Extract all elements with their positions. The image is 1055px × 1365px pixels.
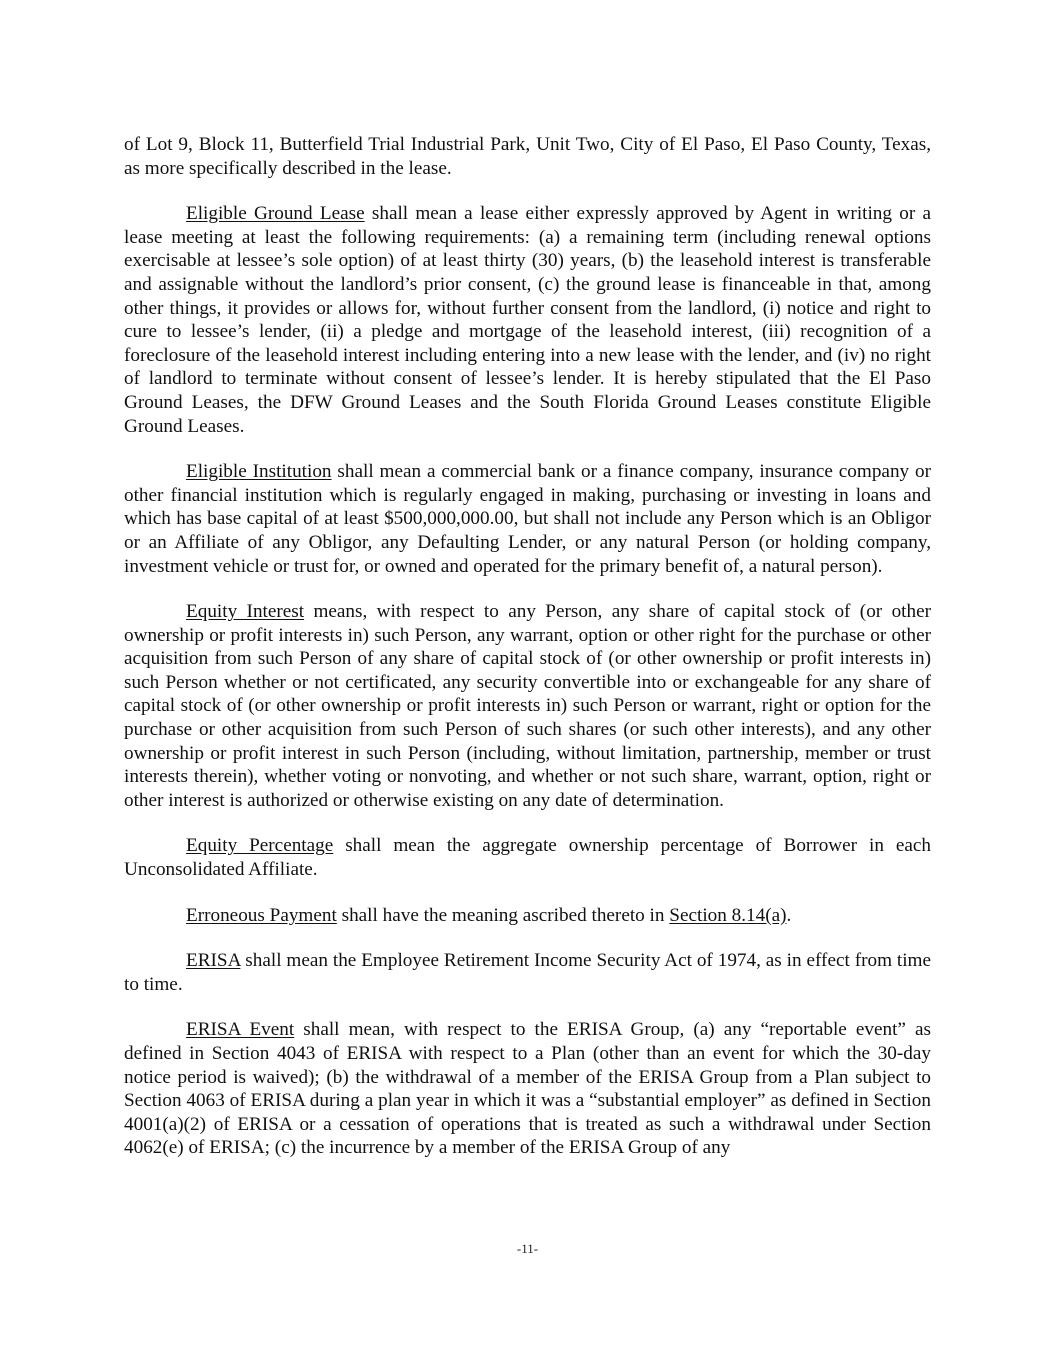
defined-term: Erroneous Payment [186, 904, 337, 926]
page-number: -11- [516, 1241, 539, 1256]
definition-text-end: . [786, 904, 792, 926]
definition-erroneous-payment [124, 904, 931, 928]
definition-text: shall mean, with respect to the ERISA Group, (a) any “reportable event” as defined in Section 4043 of ERISA with respect to a Plan (other than an event for which the 30-day notice period is waived); (b) the withdrawal of a member of the ERISA Group from a Plan subject to Section 4063 of ERISA during a plan year in which it was a “substantial employer” as defined in Section 4001(a)(2) of ERISA or a cessation of operations that is treated as such a withdrawal under Section 4062(e) of ERISA; (c) the incurrence by a member of the ERISA Group of any [124, 1019, 931, 1159]
defined-term: ERISA [186, 950, 241, 972]
defined-term: Equity Percentage [186, 835, 334, 857]
definition-text: means, with respect to any Person, any share of capital stock of (or other ownership or profit interests in) such Person, any warrant, option or other right for the purchase or other acquisition from such Person of any share of capital stock of (or other ownership or profit interests in) such Person whether or not certificated, any security convertible into or exchangeable for any share of capital stock of (or other ownership or profit interests in) such Person or warrant, right or option for the purchase or other acquisition from such Person of such shares (or such other interests), and any other ownership or profit interest in such Person (including, without limitation, partnership, member or trust interests therein), whether voting or nonvoting, and whether or not such share, warrant, option, right or other interest is authorized or otherwise existing on any date of determination. [124, 601, 931, 811]
definition-text: shall mean the aggregate ownership percentage of Borrower in each Unconsolidated Affiliate. [124, 835, 931, 881]
definition-eligible-institution [124, 460, 931, 578]
definition-equity-percentage [124, 834, 931, 881]
defined-term: Eligible Ground Lease [186, 203, 365, 225]
definition-text: shall mean a commercial bank or a finance company, insurance company or other financial institution which is regularly engaged in making, purchasing or investing in loans and which has base capital of at least $500,000,000.00, but shall not include any Person which is an Obligor or an Affiliate of any Obligor, any Defaulting Lender, or any natural Person (or holding company, investment vehicle or trust for, or owned and operated for the primary benefit of, a natural person). [124, 461, 931, 577]
definition-equity-interest [124, 600, 931, 812]
defined-term: Eligible Institution [186, 461, 332, 483]
document-page [124, 133, 931, 1182]
definition-erisa [124, 949, 931, 996]
defined-term: ERISA Event [186, 1019, 295, 1041]
definition-text: shall mean the Employee Retirement Income Security Act of 1974, as in effect from time to time. [124, 950, 931, 995]
definition-text: shall mean a lease either expressly approved by Agent in writing or a lease meeting at least the following requirements: (a) a remaining term (including renewal options exercisable at lessee’s sole option) of at least thirty (30) years, (b) the leasehold interest is transferable and assignable without the landlord’s prior consent, (c) the ground lease is financeable in that, among other things, it provides or allows for, without further consent from the landlord, (i) notice and right to cure to lessee’s lender, (ii) a pledge and mortgage of the leasehold interest, (iii) recognition of a foreclosure of the leasehold interest including entering into a new lease with the lender, and (iv) no right of landlord to terminate without consent of lessee’s lender. It is hereby stipulated that the El Paso Ground Leases, the DFW Ground Leases and the South Florida Ground Leases constitute Eligible Ground Leases. [124, 203, 932, 437]
continuation-paragraph: of Lot 9, Block 11, Butterfield Trial Industrial Park, Unit Two, City of El Paso, El Paso County, Texas, as more specifically described in the lease. [124, 134, 931, 179]
defined-term: Equity Interest [186, 601, 305, 623]
section-cross-reference: Section 8.14(a) [669, 904, 787, 926]
definition-erisa-event [124, 1018, 931, 1160]
definition-eligible-ground-lease [124, 202, 931, 438]
definition-text: shall have the meaning ascribed thereto in [336, 904, 670, 926]
